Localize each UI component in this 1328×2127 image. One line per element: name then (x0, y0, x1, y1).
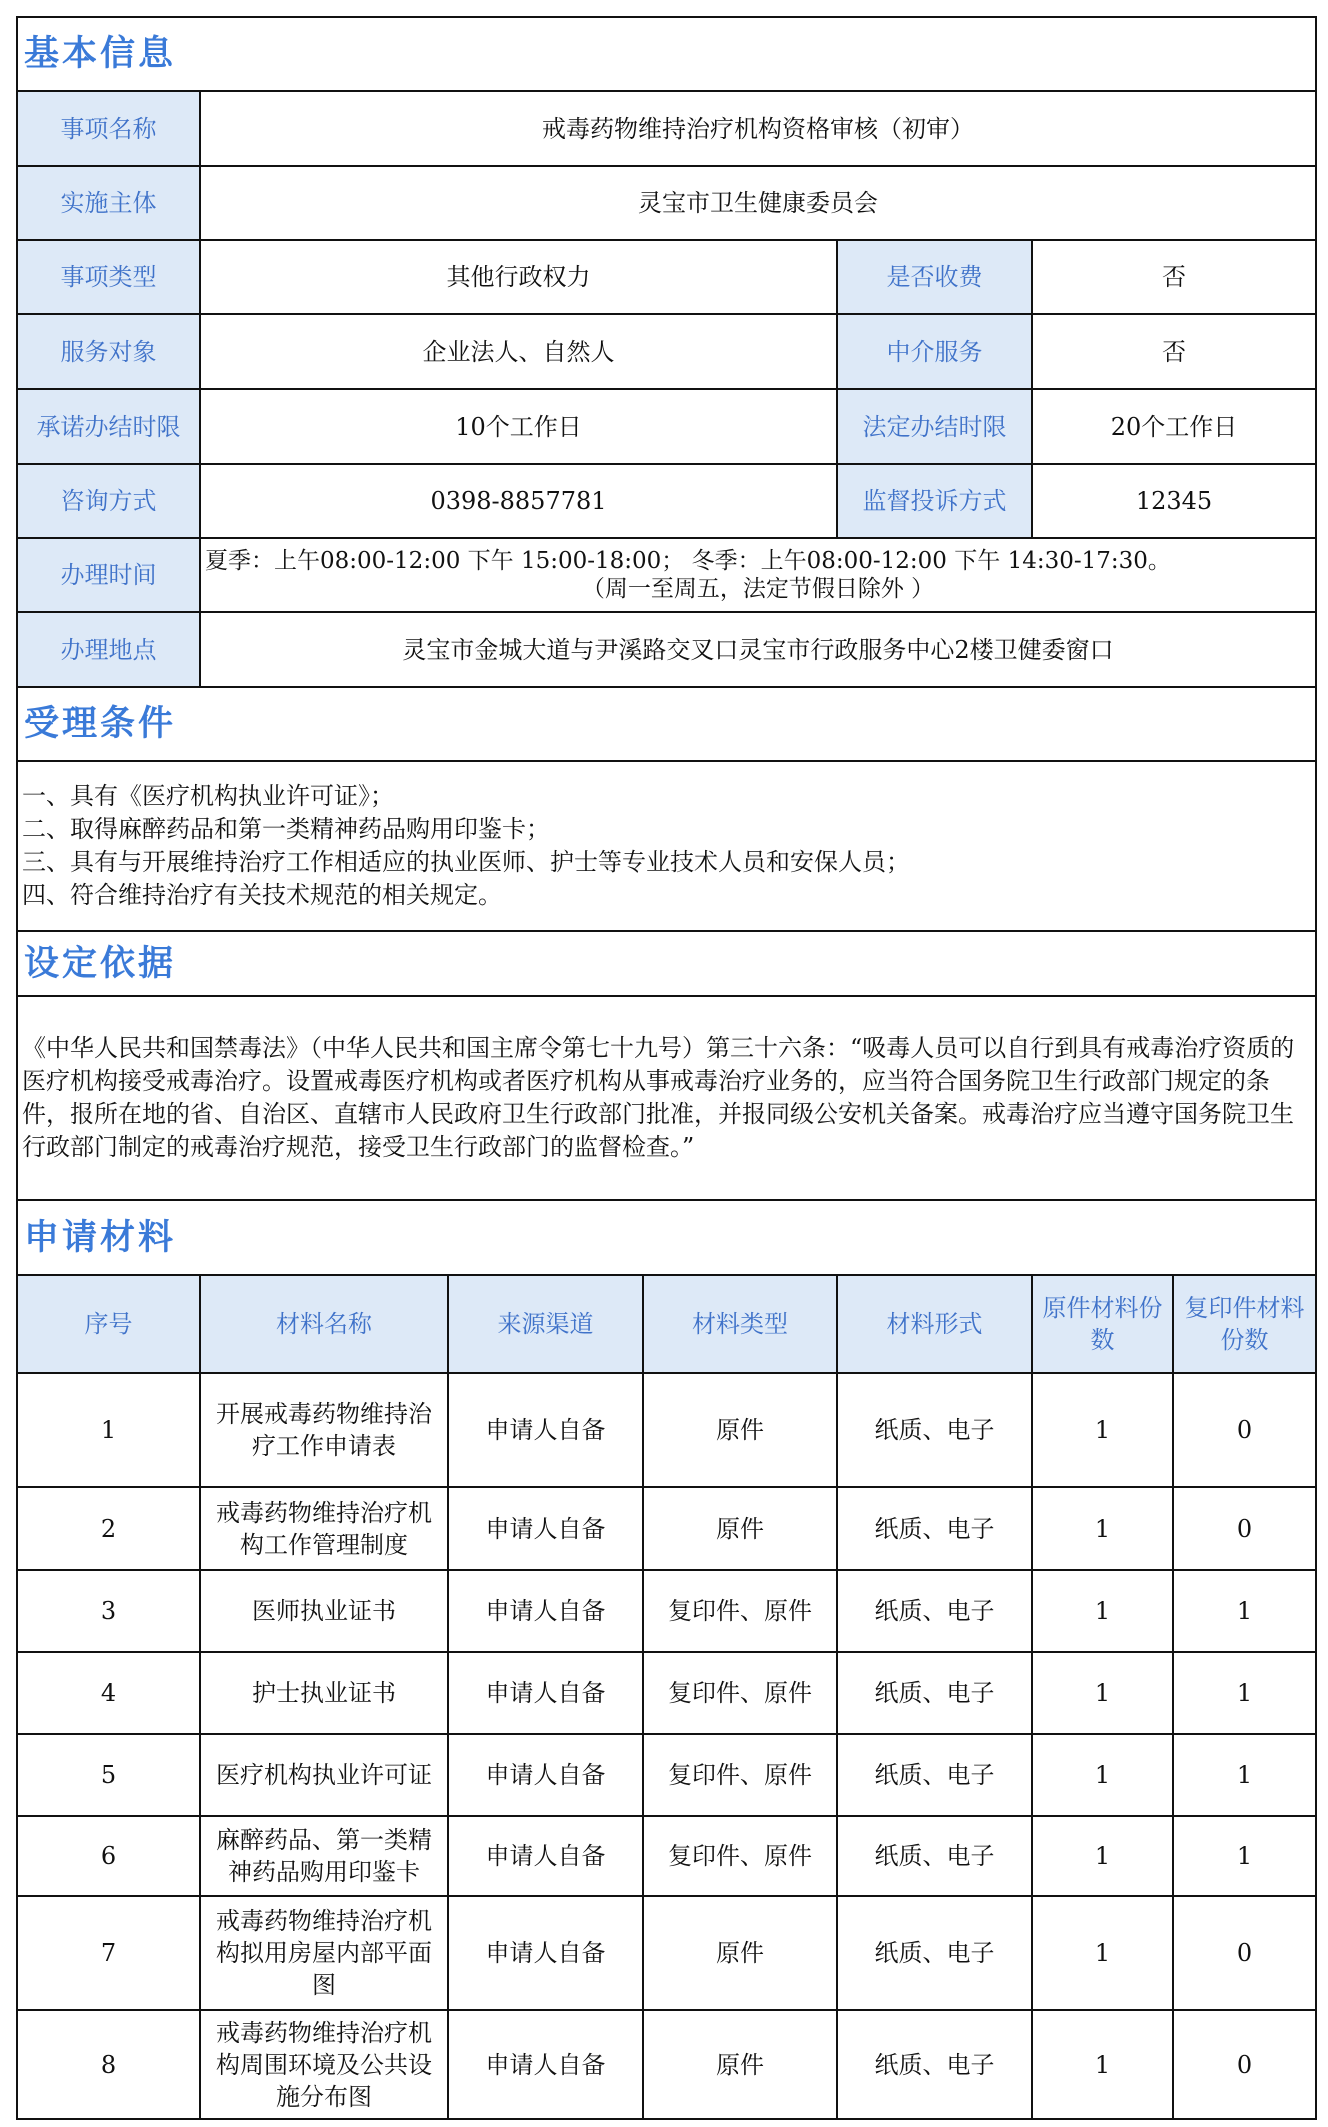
material-original-count-cell: 1 (1032, 2010, 1173, 2119)
material-name-cell: 护士执业证书 (200, 1652, 448, 1734)
material-type-cell: 复印件、原件 (643, 1816, 837, 1896)
legal-deadline-label: 法定办结时限 (837, 389, 1032, 464)
location-label: 办理地点 (17, 612, 200, 687)
material-type-cell: 原件 (643, 1896, 837, 2010)
material-form-cell: 纸质、电子 (837, 1816, 1032, 1896)
material-type-cell: 复印件、原件 (643, 1652, 837, 1734)
fee-label: 是否收费 (837, 240, 1032, 314)
material-form-cell: 纸质、电子 (837, 1487, 1032, 1570)
promised-deadline-label: 承诺办结时限 (17, 389, 200, 464)
material-index-cell: 6 (17, 1816, 200, 1896)
material-name-cell: 开展戒毒药物维持治疗工作申请表 (200, 1373, 448, 1487)
material-original-count-cell: 1 (1032, 1896, 1173, 2010)
condition-item: 三、具有与开展维持治疗工作相适应的执业医师、护士等专业技术人员和安保人员； (22, 848, 910, 876)
material-row (17, 1896, 1316, 2010)
material-source-cell: 申请人自备 (448, 2010, 643, 2119)
hours-line-2: （周一至周五，法定节假日除外 ） (581, 576, 935, 602)
agency-label: 中介服务 (837, 314, 1032, 389)
authority-value: 灵宝市卫生健康委员会 (200, 166, 1316, 240)
material-source-cell: 申请人自备 (448, 1816, 643, 1896)
section-title-basic-info: 基本信息 (17, 17, 1316, 91)
material-name-cell: 医疗机构执业许可证 (200, 1734, 448, 1816)
material-source-cell: 申请人自备 (448, 1896, 643, 2010)
material-type-cell: 原件 (643, 1373, 837, 1487)
consult-value: 0398-8857781 (200, 464, 837, 538)
material-copy-count-cell: 1 (1173, 1570, 1316, 1652)
material-original-count-cell: 1 (1032, 1816, 1173, 1896)
consult-label: 咨询方式 (17, 464, 200, 538)
section-title-conditions: 受理条件 (17, 687, 1316, 761)
type-value: 其他行政权力 (200, 240, 837, 314)
service-info-table (16, 16, 1317, 2120)
material-index-cell: 3 (17, 1570, 200, 1652)
material-original-count-cell: 1 (1032, 1373, 1173, 1487)
target-value: 企业法人、自然人 (200, 314, 837, 389)
material-name-cell: 医师执业证书 (200, 1570, 448, 1652)
material-form-cell: 纸质、电子 (837, 1570, 1032, 1652)
material-index-cell: 5 (17, 1734, 200, 1816)
location-value: 灵宝市金城大道与尹溪路交叉口灵宝市行政服务中心2楼卫健委窗口 (200, 612, 1316, 687)
materials-header-type: 材料类型 (643, 1275, 837, 1373)
target-label: 服务对象 (17, 314, 200, 389)
material-form-cell: 纸质、电子 (837, 1373, 1032, 1487)
section-title-materials: 申请材料 (17, 1200, 1316, 1275)
authority-label: 实施主体 (17, 166, 200, 240)
material-type-cell: 原件 (643, 2010, 837, 2119)
material-row (17, 1487, 1316, 1570)
item-name-label: 事项名称 (17, 91, 200, 166)
material-copy-count-cell: 1 (1173, 1652, 1316, 1734)
materials-header-index: 序号 (17, 1275, 200, 1373)
complaint-value: 12345 (1032, 464, 1316, 538)
hours-line-1: 夏季：上午08:00-12:00 下午 15:00-18:00； 冬季：上午08:00-12:00 下午 14:30-17:30。 (205, 548, 1171, 574)
material-name-cell: 戒毒药物维持治疗机构工作管理制度 (200, 1487, 448, 1570)
material-copy-count-cell: 0 (1173, 2010, 1316, 2119)
material-name-cell: 戒毒药物维持治疗机构拟用房屋内部平面图 (200, 1896, 448, 2010)
material-form-cell: 纸质、电子 (837, 1896, 1032, 2010)
fee-value: 否 (1032, 240, 1316, 314)
section-title-basis: 设定依据 (17, 931, 1316, 996)
basis-text: 《中华人民共和国禁毒法》（中华人民共和国主席令第七十九号）第三十六条：“吸毒人员可以自行到具有戒毒治疗资质的医疗机构接受戒毒治疗。设置戒毒医疗机构或者医疗机构从事戒毒治疗业务的，应当符合国务院卫生行政部门规定的条件，报所在地的省、自治区、直辖市人民政府卫生行政部门批准，并报同级公安机关备案。戒毒治疗应当遵守国务院卫生行政部门制定的戒毒治疗规范，接受卫生行政部门的监督检查。” (17, 996, 1316, 1200)
material-index-cell: 4 (17, 1652, 200, 1734)
material-index-cell: 7 (17, 1896, 200, 2010)
material-copy-count-cell: 0 (1173, 1373, 1316, 1487)
material-source-cell: 申请人自备 (448, 1570, 643, 1652)
material-type-cell: 复印件、原件 (643, 1734, 837, 1816)
materials-header-original-count: 原件材料份数 (1032, 1275, 1173, 1373)
material-source-cell: 申请人自备 (448, 1487, 643, 1570)
material-copy-count-cell: 0 (1173, 1896, 1316, 2010)
materials-header-copy-count: 复印件材料份数 (1173, 1275, 1316, 1373)
material-row (17, 1816, 1316, 1896)
type-label: 事项类型 (17, 240, 200, 314)
material-row (17, 1734, 1316, 1816)
material-form-cell: 纸质、电子 (837, 1734, 1032, 1816)
materials-header-form: 材料形式 (837, 1275, 1032, 1373)
material-row (17, 1373, 1316, 1487)
material-source-cell: 申请人自备 (448, 1734, 643, 1816)
condition-item: 一、具有《医疗机构执业许可证》； (22, 782, 394, 810)
material-original-count-cell: 1 (1032, 1487, 1173, 1570)
material-copy-count-cell: 0 (1173, 1487, 1316, 1570)
material-original-count-cell: 1 (1032, 1734, 1173, 1816)
material-index-cell: 2 (17, 1487, 200, 1570)
material-form-cell: 纸质、电子 (837, 2010, 1032, 2119)
material-index-cell: 8 (17, 2010, 200, 2119)
promised-deadline-value: 10个工作日 (200, 389, 837, 464)
material-copy-count-cell: 1 (1173, 1734, 1316, 1816)
materials-header-row (17, 1275, 1316, 1373)
material-row (17, 2010, 1316, 2119)
materials-header-source: 来源渠道 (448, 1275, 643, 1373)
material-original-count-cell: 1 (1032, 1570, 1173, 1652)
material-name-cell: 戒毒药物维持治疗机构周围环境及公共设施分布图 (200, 2010, 448, 2119)
item-name-value: 戒毒药物维持治疗机构资格审核（初审） (200, 91, 1316, 166)
material-original-count-cell: 1 (1032, 1652, 1173, 1734)
material-source-cell: 申请人自备 (448, 1373, 643, 1487)
materials-header-name: 材料名称 (200, 1275, 448, 1373)
conditions-list (17, 761, 1316, 931)
material-type-cell: 原件 (643, 1487, 837, 1570)
material-name-cell: 麻醉药品、第一类精神药品购用印鉴卡 (200, 1816, 448, 1896)
material-row (17, 1652, 1316, 1734)
condition-item: 四、符合维持治疗有关技术规范的相关规定。 (22, 881, 502, 909)
material-source-cell: 申请人自备 (448, 1652, 643, 1734)
complaint-label: 监督投诉方式 (837, 464, 1032, 538)
material-type-cell: 复印件、原件 (643, 1570, 837, 1652)
material-form-cell: 纸质、电子 (837, 1652, 1032, 1734)
material-index-cell: 1 (17, 1373, 200, 1487)
hours-value (200, 538, 1316, 612)
legal-deadline-value: 20个工作日 (1032, 389, 1316, 464)
agency-value: 否 (1032, 314, 1316, 389)
condition-item: 二、取得麻醉药品和第一类精神药品购用印鉴卡； (22, 815, 550, 843)
material-copy-count-cell: 1 (1173, 1816, 1316, 1896)
hours-label: 办理时间 (17, 538, 200, 612)
material-row (17, 1570, 1316, 1652)
